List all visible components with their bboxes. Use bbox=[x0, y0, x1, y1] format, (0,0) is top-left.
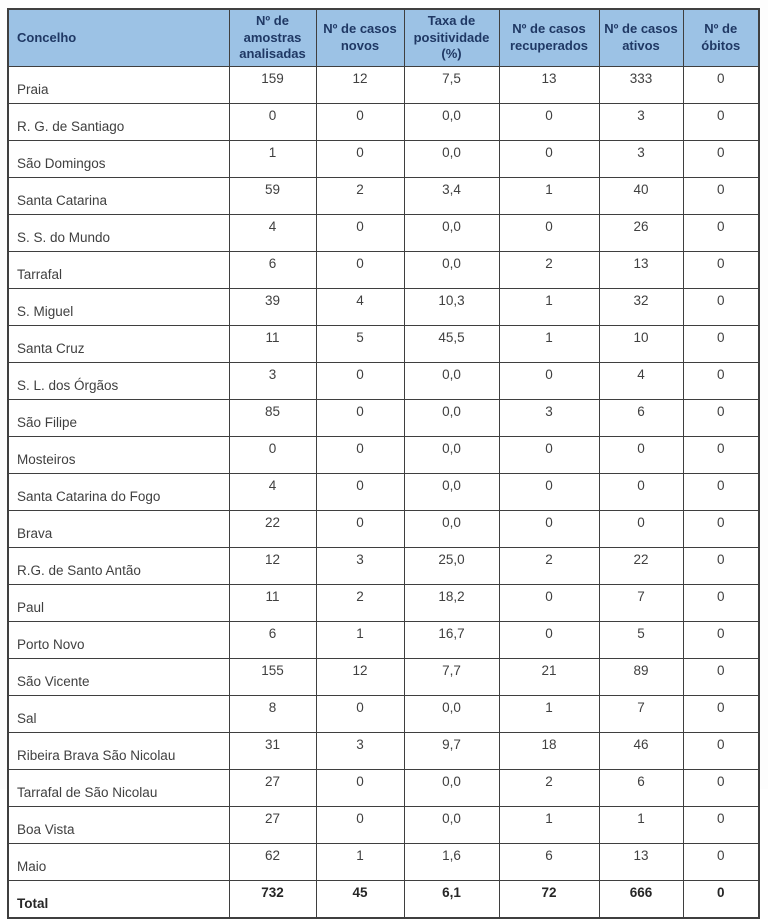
value-cell: 11 bbox=[229, 326, 316, 363]
value-cell: 26 bbox=[599, 215, 683, 252]
value-cell: 155 bbox=[229, 659, 316, 696]
value-cell: 2 bbox=[499, 770, 599, 807]
value-cell: 18 bbox=[499, 733, 599, 770]
value-cell: 0,0 bbox=[404, 104, 499, 141]
column-header-casos-recuperados: Nº de casos recuperados bbox=[499, 9, 599, 67]
concelho-cell: R.G. de Santo Antão bbox=[8, 548, 229, 585]
table-row bbox=[8, 807, 759, 844]
value-cell: 333 bbox=[599, 67, 683, 104]
value-cell: 9,7 bbox=[404, 733, 499, 770]
value-cell: 13 bbox=[599, 844, 683, 881]
value-cell: 0 bbox=[499, 141, 599, 178]
value-cell: 2 bbox=[316, 585, 404, 622]
value-cell: 0,0 bbox=[404, 696, 499, 733]
value-cell: 0,0 bbox=[404, 400, 499, 437]
table-row bbox=[8, 844, 759, 881]
concelho-cell: São Filipe bbox=[8, 400, 229, 437]
value-cell: 46 bbox=[599, 733, 683, 770]
value-cell: 11 bbox=[229, 585, 316, 622]
value-cell: 0 bbox=[683, 141, 759, 178]
value-cell: 1 bbox=[599, 807, 683, 844]
value-cell: 1 bbox=[499, 289, 599, 326]
value-cell: 5 bbox=[599, 622, 683, 659]
value-cell: 3 bbox=[316, 733, 404, 770]
value-cell: 0 bbox=[316, 474, 404, 511]
value-cell: 0 bbox=[683, 733, 759, 770]
value-cell: 0 bbox=[683, 548, 759, 585]
value-cell: 39 bbox=[229, 289, 316, 326]
value-cell: 159 bbox=[229, 67, 316, 104]
value-cell: 8 bbox=[229, 696, 316, 733]
value-cell: 0 bbox=[683, 511, 759, 548]
table-row bbox=[8, 548, 759, 585]
value-cell: 0,0 bbox=[404, 511, 499, 548]
value-cell: 0 bbox=[316, 511, 404, 548]
column-header-amostras-analisadas: Nº de amostras analisadas bbox=[229, 9, 316, 67]
value-cell: 18,2 bbox=[404, 585, 499, 622]
value-cell: 59 bbox=[229, 178, 316, 215]
value-cell: 0 bbox=[683, 770, 759, 807]
table-row bbox=[8, 289, 759, 326]
value-cell: 31 bbox=[229, 733, 316, 770]
concelho-cell: R. G. de Santiago bbox=[8, 104, 229, 141]
value-cell: 0 bbox=[683, 178, 759, 215]
value-cell: 6 bbox=[499, 844, 599, 881]
value-cell: 12 bbox=[316, 659, 404, 696]
table-row bbox=[8, 622, 759, 659]
value-cell: 72 bbox=[499, 881, 599, 919]
value-cell: 732 bbox=[229, 881, 316, 919]
value-cell: 3 bbox=[316, 548, 404, 585]
value-cell: 6 bbox=[229, 252, 316, 289]
value-cell: 0 bbox=[683, 363, 759, 400]
value-cell: 89 bbox=[599, 659, 683, 696]
value-cell: 0 bbox=[499, 511, 599, 548]
value-cell: 6 bbox=[229, 622, 316, 659]
concelho-cell: Santa Catarina bbox=[8, 178, 229, 215]
value-cell: 3 bbox=[499, 400, 599, 437]
value-cell: 4 bbox=[316, 289, 404, 326]
table-row bbox=[8, 141, 759, 178]
value-cell: 2 bbox=[499, 548, 599, 585]
concelho-cell: Total bbox=[8, 881, 229, 919]
table-header bbox=[8, 9, 759, 67]
concelho-cell: Tarrafal de São Nicolau bbox=[8, 770, 229, 807]
value-cell: 0,0 bbox=[404, 363, 499, 400]
value-cell: 6,1 bbox=[404, 881, 499, 919]
value-cell: 16,7 bbox=[404, 622, 499, 659]
value-cell: 3 bbox=[599, 104, 683, 141]
value-cell: 32 bbox=[599, 289, 683, 326]
value-cell: 1 bbox=[499, 696, 599, 733]
value-cell: 0,0 bbox=[404, 474, 499, 511]
value-cell: 0,0 bbox=[404, 437, 499, 474]
table-row bbox=[8, 67, 759, 104]
table-row bbox=[8, 696, 759, 733]
value-cell: 85 bbox=[229, 400, 316, 437]
concelho-cell: Paul bbox=[8, 585, 229, 622]
value-cell: 0 bbox=[599, 437, 683, 474]
value-cell: 0 bbox=[316, 252, 404, 289]
value-cell: 5 bbox=[316, 326, 404, 363]
value-cell: 62 bbox=[229, 844, 316, 881]
column-header-obitos: Nº de óbitos bbox=[683, 9, 759, 67]
value-cell: 1 bbox=[229, 141, 316, 178]
value-cell: 7 bbox=[599, 585, 683, 622]
value-cell: 25,0 bbox=[404, 548, 499, 585]
value-cell: 0 bbox=[499, 622, 599, 659]
value-cell: 0 bbox=[316, 215, 404, 252]
value-cell: 2 bbox=[316, 178, 404, 215]
value-cell: 0,0 bbox=[404, 770, 499, 807]
value-cell: 3,4 bbox=[404, 178, 499, 215]
table-row bbox=[8, 104, 759, 141]
value-cell: 22 bbox=[229, 511, 316, 548]
value-cell: 45 bbox=[316, 881, 404, 919]
table-row bbox=[8, 770, 759, 807]
table-row bbox=[8, 252, 759, 289]
concelho-cell: São Domingos bbox=[8, 141, 229, 178]
value-cell: 3 bbox=[599, 141, 683, 178]
value-cell: 1 bbox=[499, 326, 599, 363]
value-cell: 4 bbox=[599, 363, 683, 400]
value-cell: 0 bbox=[316, 363, 404, 400]
concelho-cell: Tarrafal bbox=[8, 252, 229, 289]
value-cell: 0 bbox=[683, 844, 759, 881]
concelho-cell: Mosteiros bbox=[8, 437, 229, 474]
concelho-cell: Santa Catarina do Fogo bbox=[8, 474, 229, 511]
value-cell: 0 bbox=[683, 585, 759, 622]
table-row bbox=[8, 363, 759, 400]
value-cell: 0 bbox=[316, 400, 404, 437]
value-cell: 0 bbox=[683, 215, 759, 252]
value-cell: 666 bbox=[599, 881, 683, 919]
column-header-taxa-positividade: Taxa de positividade (%) bbox=[404, 9, 499, 67]
table-row bbox=[8, 474, 759, 511]
value-cell: 7,7 bbox=[404, 659, 499, 696]
header-row bbox=[8, 9, 759, 67]
value-cell: 0,0 bbox=[404, 141, 499, 178]
concelho-cell: Boa Vista bbox=[8, 807, 229, 844]
value-cell: 12 bbox=[229, 548, 316, 585]
concelho-cell: Sal bbox=[8, 696, 229, 733]
value-cell: 0 bbox=[499, 104, 599, 141]
concelho-cell: Porto Novo bbox=[8, 622, 229, 659]
value-cell: 0 bbox=[499, 585, 599, 622]
table-row bbox=[8, 215, 759, 252]
table-row bbox=[8, 400, 759, 437]
value-cell: 13 bbox=[599, 252, 683, 289]
table-row bbox=[8, 659, 759, 696]
value-cell: 0 bbox=[683, 104, 759, 141]
value-cell: 0 bbox=[599, 511, 683, 548]
value-cell: 1 bbox=[499, 807, 599, 844]
value-cell: 22 bbox=[599, 548, 683, 585]
column-header-casos-novos: Nº de casos novos bbox=[316, 9, 404, 67]
value-cell: 0 bbox=[683, 400, 759, 437]
value-cell: 40 bbox=[599, 178, 683, 215]
value-cell: 0 bbox=[316, 104, 404, 141]
value-cell: 0 bbox=[683, 696, 759, 733]
value-cell: 0 bbox=[499, 363, 599, 400]
table-row bbox=[8, 733, 759, 770]
value-cell: 6 bbox=[599, 770, 683, 807]
value-cell: 2 bbox=[499, 252, 599, 289]
value-cell: 27 bbox=[229, 770, 316, 807]
value-cell: 0 bbox=[683, 326, 759, 363]
concelho-cell: Santa Cruz bbox=[8, 326, 229, 363]
value-cell: 0 bbox=[683, 807, 759, 844]
value-cell: 0 bbox=[229, 104, 316, 141]
value-cell: 6 bbox=[599, 400, 683, 437]
value-cell: 0 bbox=[683, 622, 759, 659]
concelho-cell: Maio bbox=[8, 844, 229, 881]
table-row bbox=[8, 326, 759, 363]
value-cell: 45,5 bbox=[404, 326, 499, 363]
concelho-cell: S. L. dos Órgãos bbox=[8, 363, 229, 400]
value-cell: 0 bbox=[599, 474, 683, 511]
table-body bbox=[8, 67, 759, 919]
value-cell: 3 bbox=[229, 363, 316, 400]
value-cell: 0 bbox=[683, 881, 759, 919]
concelho-cell: São Vicente bbox=[8, 659, 229, 696]
column-header-casos-ativos: Nº de casos ativos bbox=[599, 9, 683, 67]
concelho-cell: S. S. do Mundo bbox=[8, 215, 229, 252]
value-cell: 0 bbox=[683, 67, 759, 104]
value-cell: 10,3 bbox=[404, 289, 499, 326]
value-cell: 0 bbox=[683, 437, 759, 474]
value-cell: 10 bbox=[599, 326, 683, 363]
table-row bbox=[8, 511, 759, 548]
value-cell: 0 bbox=[316, 437, 404, 474]
table-row bbox=[8, 437, 759, 474]
value-cell: 0 bbox=[499, 437, 599, 474]
value-cell: 0 bbox=[499, 215, 599, 252]
value-cell: 0 bbox=[316, 696, 404, 733]
value-cell: 0 bbox=[316, 770, 404, 807]
value-cell: 27 bbox=[229, 807, 316, 844]
table-row bbox=[8, 178, 759, 215]
value-cell: 1 bbox=[316, 622, 404, 659]
concelho-cell: Brava bbox=[8, 511, 229, 548]
value-cell: 4 bbox=[229, 215, 316, 252]
table-row bbox=[8, 585, 759, 622]
value-cell: 0,0 bbox=[404, 807, 499, 844]
concelho-cell: Ribeira Brava São Nicolau bbox=[8, 733, 229, 770]
value-cell: 0 bbox=[683, 659, 759, 696]
covid-municipality-table bbox=[7, 8, 760, 919]
value-cell: 21 bbox=[499, 659, 599, 696]
value-cell: 7 bbox=[599, 696, 683, 733]
value-cell: 0 bbox=[499, 474, 599, 511]
value-cell: 0 bbox=[683, 289, 759, 326]
value-cell: 1 bbox=[499, 178, 599, 215]
value-cell: 0,0 bbox=[404, 252, 499, 289]
value-cell: 0 bbox=[683, 474, 759, 511]
value-cell: 1,6 bbox=[404, 844, 499, 881]
value-cell: 13 bbox=[499, 67, 599, 104]
value-cell: 0 bbox=[229, 437, 316, 474]
value-cell: 12 bbox=[316, 67, 404, 104]
value-cell: 0 bbox=[316, 807, 404, 844]
value-cell: 0 bbox=[316, 141, 404, 178]
concelho-cell: S. Miguel bbox=[8, 289, 229, 326]
value-cell: 7,5 bbox=[404, 67, 499, 104]
value-cell: 4 bbox=[229, 474, 316, 511]
column-header-concelho: Concelho bbox=[8, 9, 229, 67]
total-row bbox=[8, 881, 759, 919]
concelho-cell: Praia bbox=[8, 67, 229, 104]
value-cell: 1 bbox=[316, 844, 404, 881]
value-cell: 0,0 bbox=[404, 215, 499, 252]
value-cell: 0 bbox=[683, 252, 759, 289]
